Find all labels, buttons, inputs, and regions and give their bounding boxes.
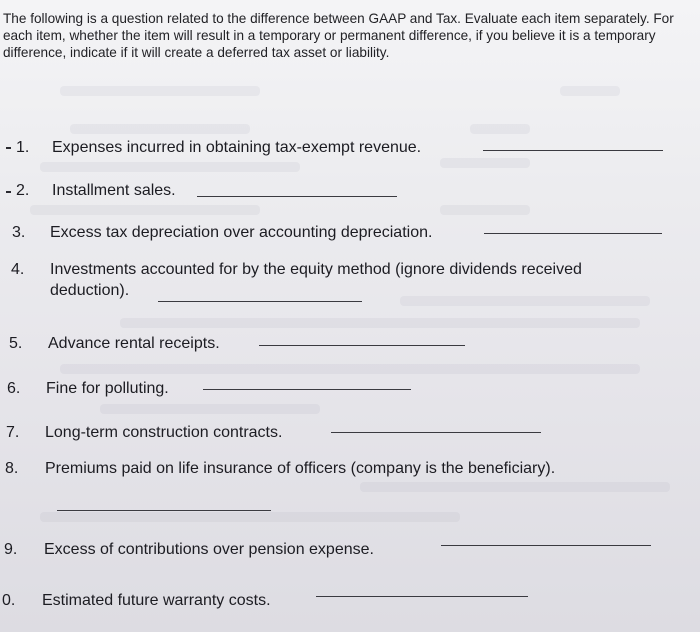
item-number: 0. bbox=[2, 592, 16, 609]
answer-blank-3[interactable] bbox=[484, 233, 662, 234]
answer-blank-2[interactable] bbox=[197, 196, 397, 197]
item-text: Excess tax depreciation over accounting depreciation. bbox=[50, 224, 433, 241]
question-item-8 bbox=[5, 459, 695, 481]
item-number: 5. bbox=[9, 335, 23, 352]
item-number: 7. bbox=[6, 424, 20, 441]
answer-blank-10[interactable] bbox=[316, 596, 528, 597]
item-number: 4. bbox=[11, 261, 25, 278]
answer-blank-5[interactable] bbox=[259, 345, 465, 346]
question-item-1 bbox=[16, 138, 676, 160]
item-text-continued: deduction). bbox=[50, 282, 130, 299]
item-text: Installment sales. bbox=[52, 182, 176, 199]
instructions-paragraph: The following is a question related to the difference between GAAP and Tax. Evaluate each item separately. For each item, whether the item will result in a temporary or permanent difference, if you believe it is a temporary difference, indicate if it will create a deferred tax asset or liability. bbox=[3, 11, 674, 60]
item-text: Advance rental receipts. bbox=[48, 335, 220, 352]
question-item-2 bbox=[16, 181, 416, 203]
answer-blank-6[interactable] bbox=[203, 389, 411, 390]
item-text: Fine for polluting. bbox=[46, 380, 169, 397]
item-number: 9. bbox=[4, 541, 18, 558]
question-item-7 bbox=[6, 423, 566, 445]
question-item-10 bbox=[2, 591, 542, 613]
item-text: Excess of contributions over pension expense. bbox=[44, 541, 374, 558]
item-text: Expenses incurred in obtaining tax-exempt revenue. bbox=[52, 139, 422, 156]
question-item-4 bbox=[11, 260, 691, 304]
question-item-6 bbox=[7, 379, 427, 401]
margin-mark bbox=[6, 147, 11, 149]
item-text: Estimated future warranty costs. bbox=[42, 592, 271, 609]
item-number: 8. bbox=[5, 460, 19, 477]
item-number: 6. bbox=[7, 380, 21, 397]
question-item-3 bbox=[12, 223, 682, 245]
answer-blank-9[interactable] bbox=[441, 545, 651, 546]
answer-blank-4[interactable] bbox=[158, 301, 362, 302]
item-text: Premiums paid on life insurance of officers (company is the beneficiary). bbox=[45, 460, 556, 477]
margin-mark bbox=[6, 191, 11, 193]
item-number: 1. bbox=[16, 139, 30, 156]
answer-blank-7[interactable] bbox=[331, 432, 541, 433]
item-text: Investments accounted for by the equity method (ignore dividends received bbox=[50, 261, 582, 278]
item-number: 2. bbox=[16, 182, 30, 199]
question-item-9 bbox=[4, 540, 684, 562]
answer-blank-1[interactable] bbox=[483, 150, 663, 151]
item-number: 3. bbox=[12, 224, 26, 241]
answer-blank-8[interactable] bbox=[57, 510, 271, 511]
item-text: Long-term construction contracts. bbox=[45, 424, 283, 441]
